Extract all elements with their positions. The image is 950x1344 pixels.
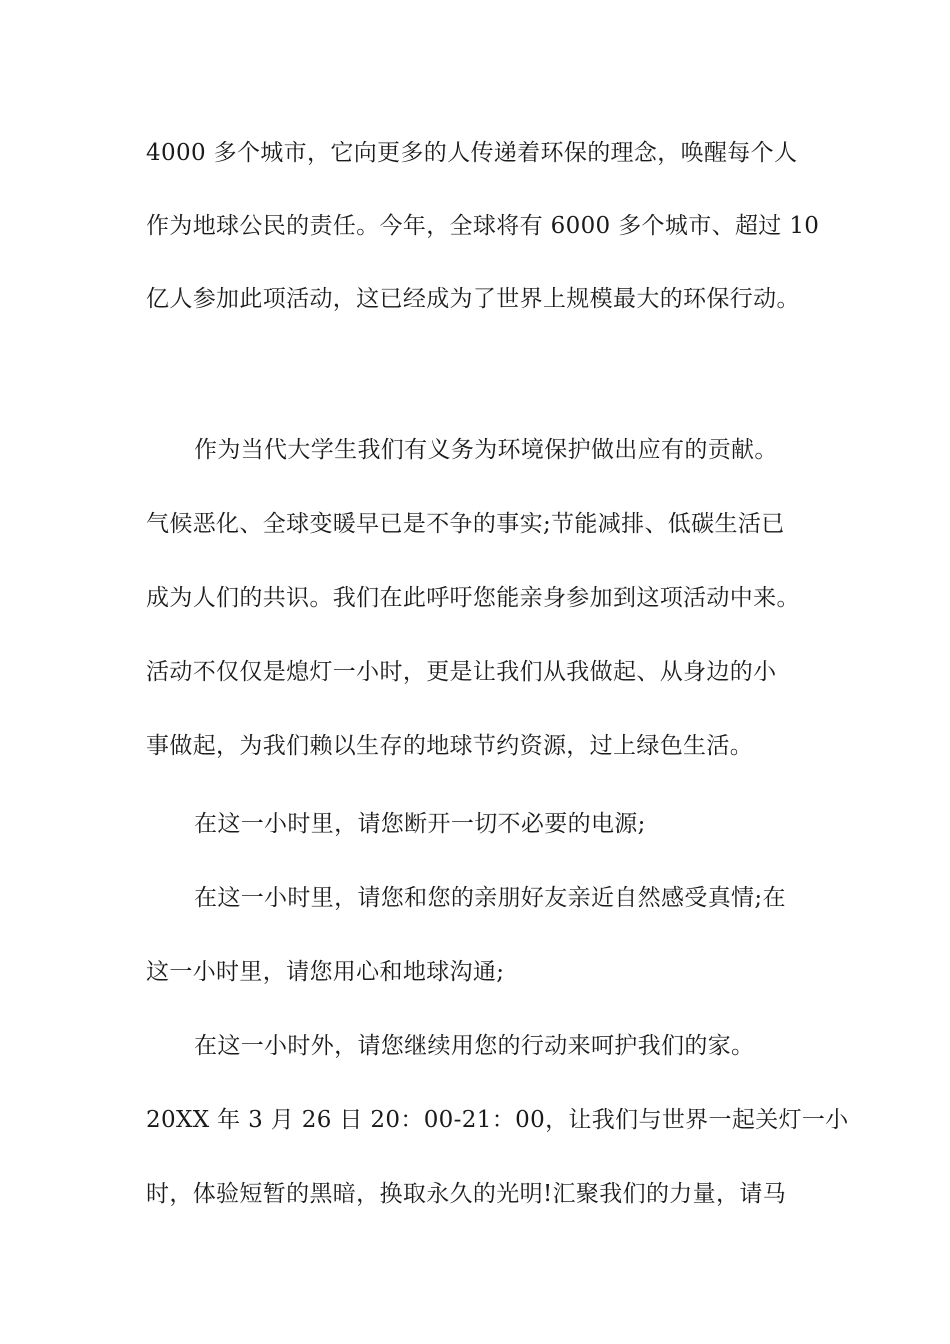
text-line: 气候恶化、全球变暖早已是不争的事实;节能减排、低碳生活已: [146, 511, 785, 537]
text-line: 亿人参加此项活动，这已经成为了世界上规模最大的环保行动。: [146, 286, 800, 312]
text-line: 作为当代大学生我们有义务为环境保护做出应有的贡献。: [194, 437, 778, 463]
text-line: 活动不仅仅是熄灯一小时，更是让我们从我做起、从身边的小: [146, 659, 777, 685]
text-line: 4000 多个城市，它向更多的人传递着环保的理念，唤醒每个人: [146, 140, 798, 166]
text-line: 20XX 年 3 月 26 日 20：00-21：00，让我们与世界一起关灯一小: [146, 1107, 849, 1133]
text-line: 事做起，为我们赖以生存的地球节约资源，过上绿色生活。: [146, 733, 754, 759]
text-line: 在这一小时里，请您断开一切不必要的电源;: [194, 811, 646, 837]
text-line: 在这一小时外，请您继续用您的行动来呵护我们的家。: [194, 1033, 755, 1059]
text-line: 时，体验短暂的黑暗，换取永久的光明!汇聚我们的力量，请马: [146, 1181, 787, 1207]
text-line: 成为人们的共识。我们在此呼吁您能亲身参加到这项活动中来。: [146, 585, 800, 611]
text-line: 在这一小时里，请您和您的亲朋好友亲近自然感受真情;在: [194, 885, 786, 911]
text-line: 这一小时里，请您用心和地球沟通;: [146, 959, 505, 985]
text-line: 作为地球公民的责任。今年，全球将有 6000 多个城市、超过 10: [146, 213, 820, 239]
